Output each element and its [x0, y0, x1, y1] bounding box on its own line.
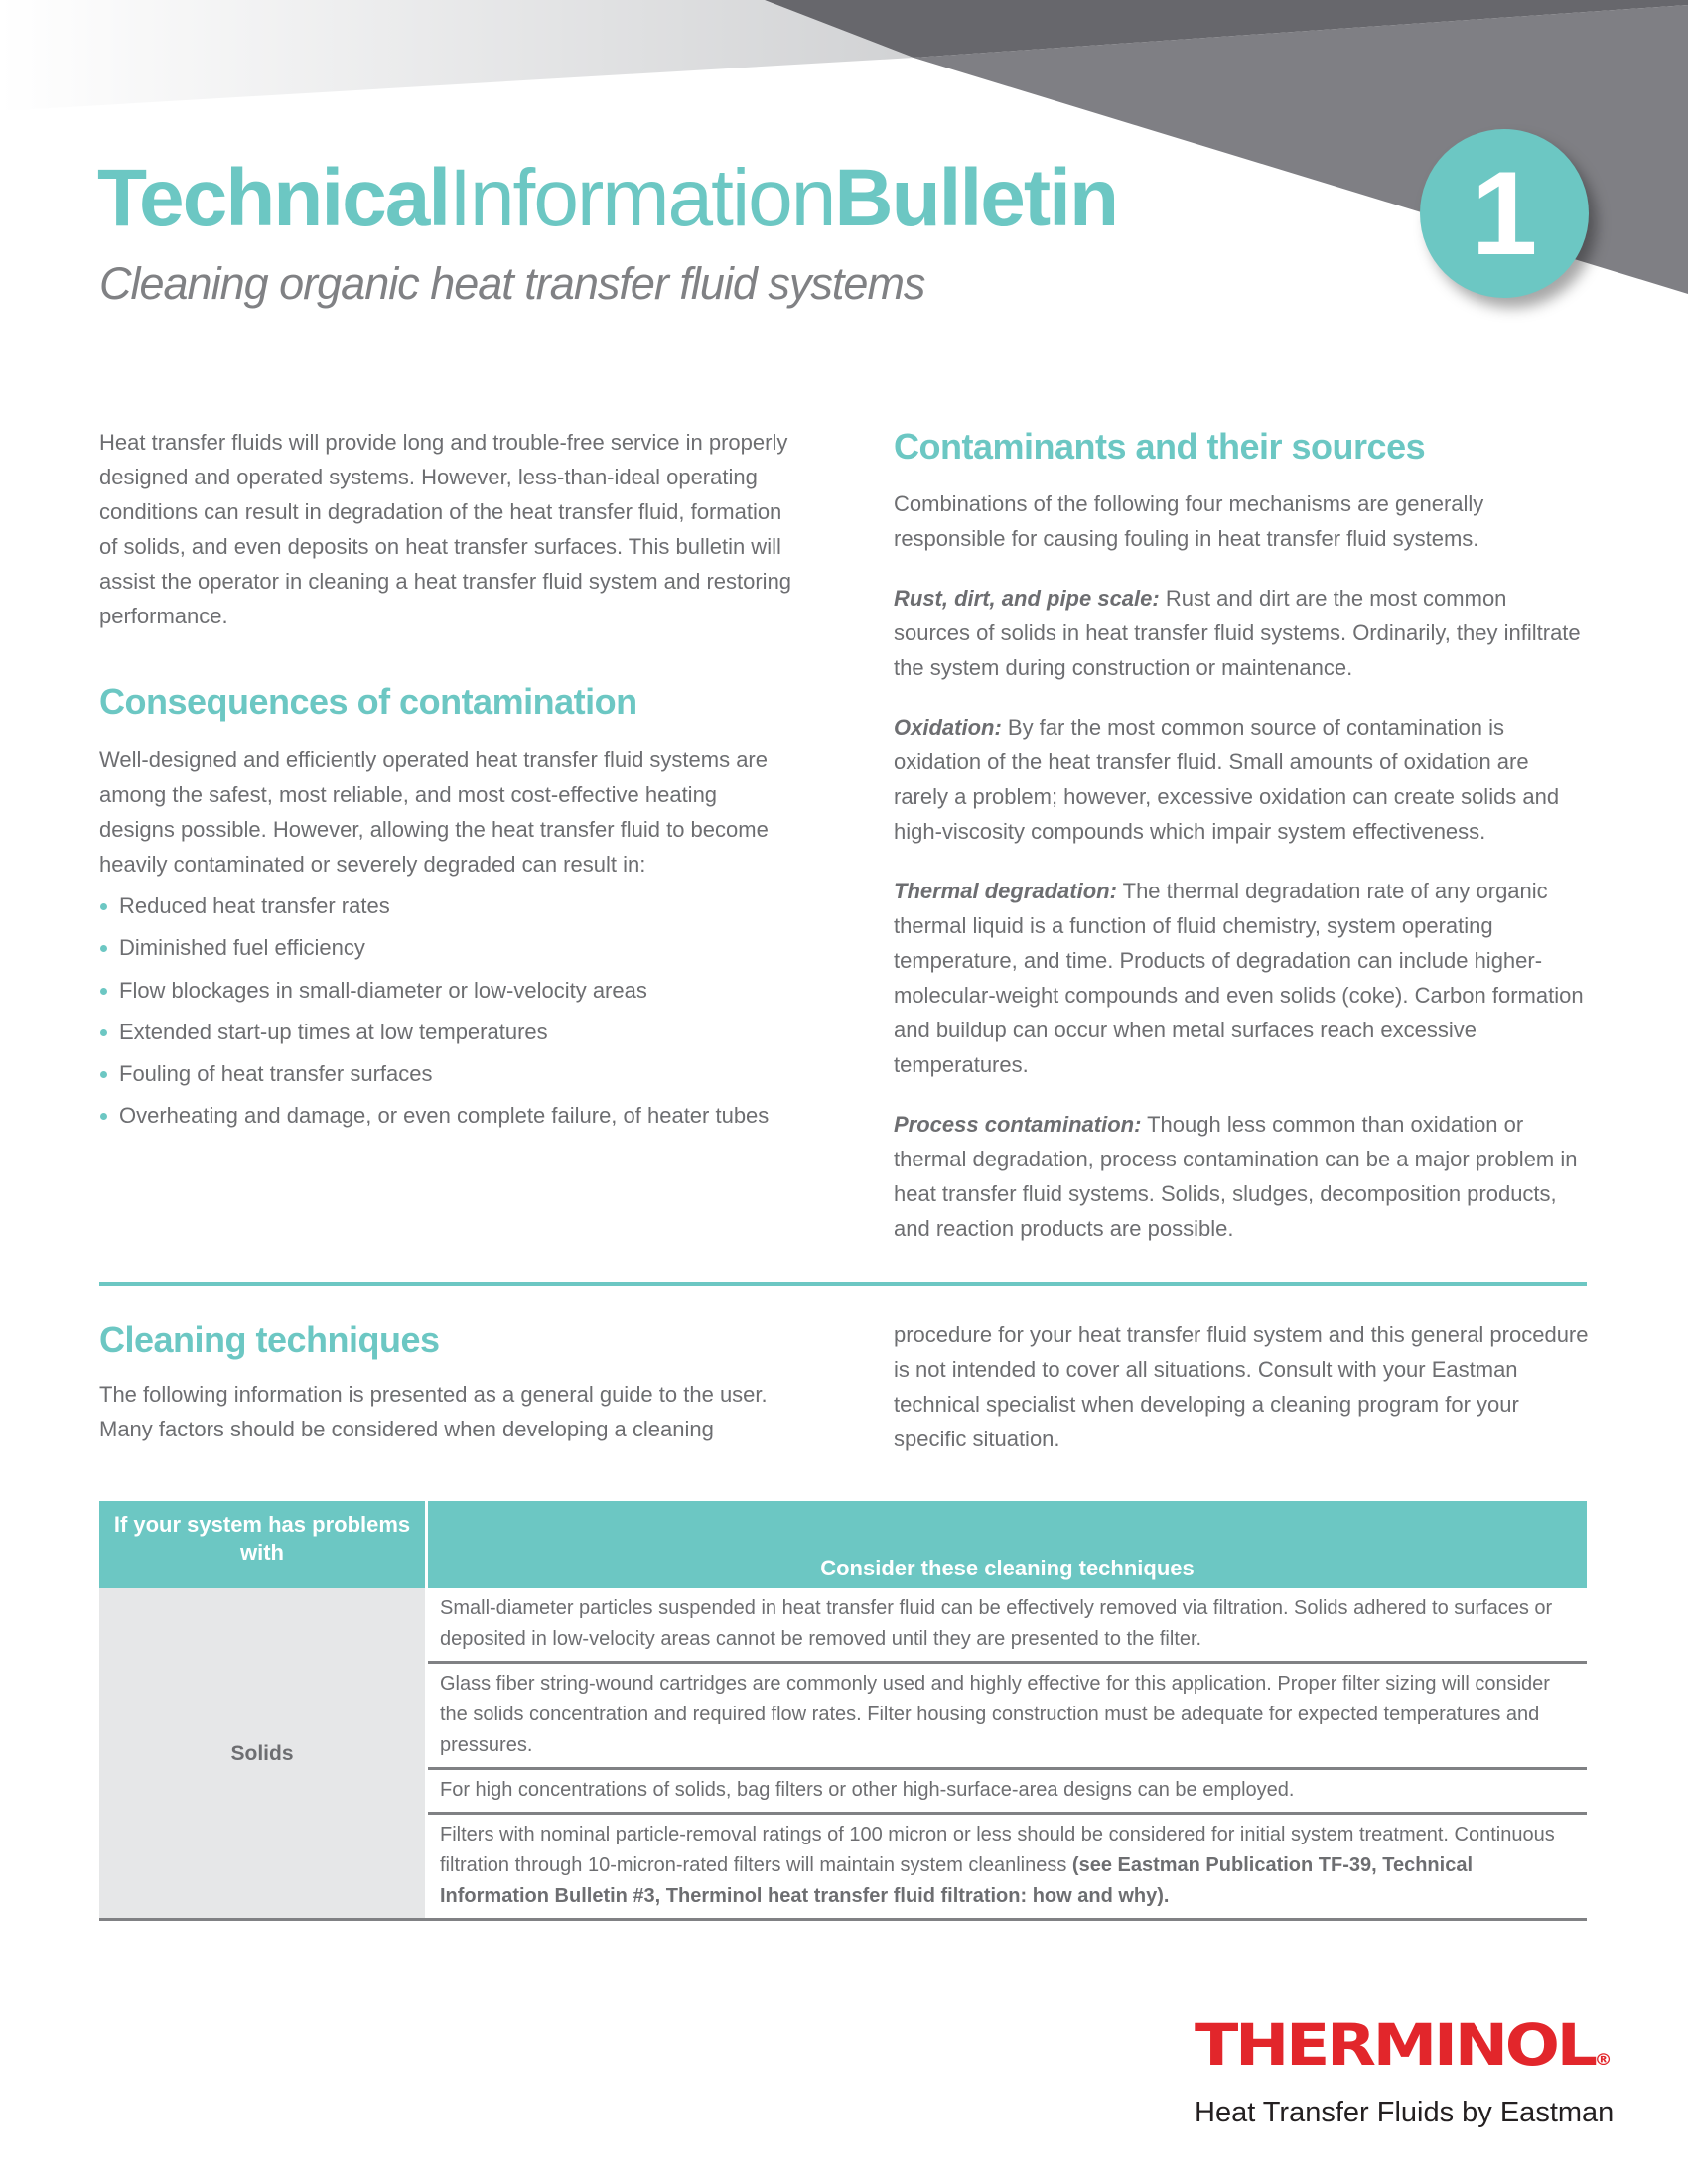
technique-cell [427, 1814, 1588, 1920]
cleaning-text-right [894, 1317, 1589, 1456]
cleaning-paragraph-part2: procedure for your heat transfer fluid system and this general procedure is not intended to cover all situations. Consult with your Eastman technical specialist when developing a cleaning program for your specific situation. [894, 1322, 1589, 1451]
cleaning-heading: Cleaning techniques [99, 1319, 440, 1360]
publication-reference: (see Eastman Publication TF-39, Technical Information Bulletin #3, Therminol heat transfer fluid filtration: how and why). [440, 1854, 1473, 1907]
logo-tagline: Heat Transfer Fluids by Eastman [1195, 2097, 1615, 2128]
contaminant-desc: Though less common than oxidation or thermal degradation, process contamination can be a major problem in heat transfer fluid systems. Solids, sludges, decomposition products, and reaction products are possible. [894, 1112, 1578, 1241]
consequences-list [99, 888, 794, 1141]
intro-text: Heat transfer fluids will provide long and trouble-free service in properly designed and operated systems. However, less-than-ideal operating conditions can result in degradation of the heat transfer fluid, formation of solids, and even deposits on heat transfer surfaces. This bulletin will assist the operator in cleaning a heat transfer fluid system and restoring performance. [99, 430, 792, 628]
technique-cell: Glass fiber string-wound cartridges are commonly used and highly effective for this application. Proper filter sizing will consider the solids concentration and required flow rates. Filter housing construction must be adequate for expected temperatures and pressures. [427, 1663, 1588, 1769]
table-header-row [99, 1501, 1587, 1588]
bullet-icon [100, 1029, 107, 1036]
contaminant-desc: By far the most common source of contamination is oxidation of the heat transfer fluid. Small amounts of oxidation are rarely a problem; however, excessive oxidation can create solids and high-viscosity compounds which impair system effectiveness. [894, 715, 1560, 844]
intro-paragraph [99, 425, 794, 633]
bullet-icon [100, 1071, 107, 1078]
list-item [99, 1056, 794, 1098]
contaminant-term: Rust, dirt, and pipe scale: [894, 586, 1160, 611]
bulletin-number: 1 [1471, 147, 1538, 280]
title-bulletin: Bulletin [834, 153, 1118, 243]
bullet-icon [100, 903, 107, 910]
list-item [99, 1015, 794, 1056]
logo-word-text: THERMINOL [1195, 2011, 1595, 2079]
bullet-icon [100, 988, 107, 995]
list-item-text: Extended start-up times at low temperatures [119, 1019, 548, 1044]
list-item-text: Diminished fuel efficiency [119, 935, 365, 961]
contaminant-item [894, 710, 1589, 849]
bullet-icon [100, 1113, 107, 1120]
cleaning-paragraph-part1: The following information is presented as a general guide to the user. Many factors should be considered when developing a cleaning [99, 1382, 768, 1441]
contaminant-item [894, 1107, 1589, 1246]
contaminants-section [894, 486, 1589, 1271]
consequences-text: Well-designed and efficiently operated heat transfer fluid systems are among the safest, most reliable, and most cost-effective heating designs possible. However, allowing the heat transfer fluid to become heavily contaminated or severely degraded can result in: [99, 748, 769, 877]
contaminant-item [894, 874, 1589, 1082]
column-header-techniques: Consider these cleaning techniques [427, 1501, 1588, 1588]
logo-wordmark [1195, 2011, 1641, 2090]
consequences-heading: Consequences of contamination [99, 681, 637, 722]
list-item-text: Reduced heat transfer rates [119, 893, 390, 918]
contaminant-item [894, 581, 1589, 685]
page-subtitle: Cleaning organic heat transfer fluid systems [99, 258, 925, 309]
therminol-logo [1195, 2011, 1615, 2129]
list-item [99, 973, 794, 1015]
page-title [97, 149, 1117, 248]
consequences-section [99, 743, 794, 1141]
list-item-text: Fouling of heat transfer surfaces [119, 1061, 433, 1087]
contaminant-term: Oxidation: [894, 715, 1002, 740]
registered-mark: ® [1594, 2050, 1613, 2069]
contaminant-desc: The thermal degradation rate of any organic thermal liquid is a function of fluid chemistry, system operating temperature, and time. Products of degradation can include higher-molecular-weight compounds and even solids (coke). Carbon formation and buildup can occur when metal surfaces reach excessive temperatures. [894, 879, 1584, 1077]
title-information: Information [449, 153, 835, 243]
bulletin-number-badge [1420, 129, 1589, 298]
technique-cell: Small-diameter particles suspended in heat transfer fluid can be effectively removed via filtration. Solids adhered to surfaces or deposited in low-velocity areas cannot be removed until they are presented to the filter. [427, 1588, 1588, 1663]
section-divider [99, 1282, 1587, 1286]
bullet-icon [100, 945, 107, 952]
contaminants-heading: Contaminants and their sources [894, 426, 1426, 467]
list-item [99, 930, 794, 972]
contaminants-intro: Combinations of the following four mechanisms are generally responsible for causing fouling in heat transfer fluid systems. [894, 491, 1484, 551]
contaminant-term: Thermal degradation: [894, 879, 1117, 903]
list-item [99, 1098, 794, 1140]
contaminant-term: Process contamination: [894, 1112, 1142, 1137]
list-item [99, 888, 794, 930]
column-header-problem: If your system has problems with [99, 1501, 427, 1588]
technique-text: Filters with nominal particle-removal ratings of 100 micron or less should be considered for initial system treatment. Continuous filtration through 10-micron-rated filters will maintain system cleanliness [440, 1824, 1555, 1876]
contaminant-desc: Rust and dirt are the most common sources of solids in heat transfer fluid systems. Ordinarily, they infiltrate the system during construction or maintenance. [894, 586, 1581, 680]
problem-cell: Solids [99, 1588, 427, 1920]
list-item-text: Flow blockages in small-diameter or low-velocity areas [119, 977, 647, 1003]
technique-cell: For high concentrations of solids, bag filters or other high-surface-area designs can be employed. [427, 1769, 1588, 1814]
table-row [99, 1588, 1587, 1663]
cleaning-techniques-table [99, 1501, 1587, 1921]
cleaning-text-left [99, 1377, 794, 1446]
title-technical: Technical [97, 153, 450, 243]
list-item-text: Overheating and damage, or even complete failure, of heater tubes [119, 1103, 770, 1129]
